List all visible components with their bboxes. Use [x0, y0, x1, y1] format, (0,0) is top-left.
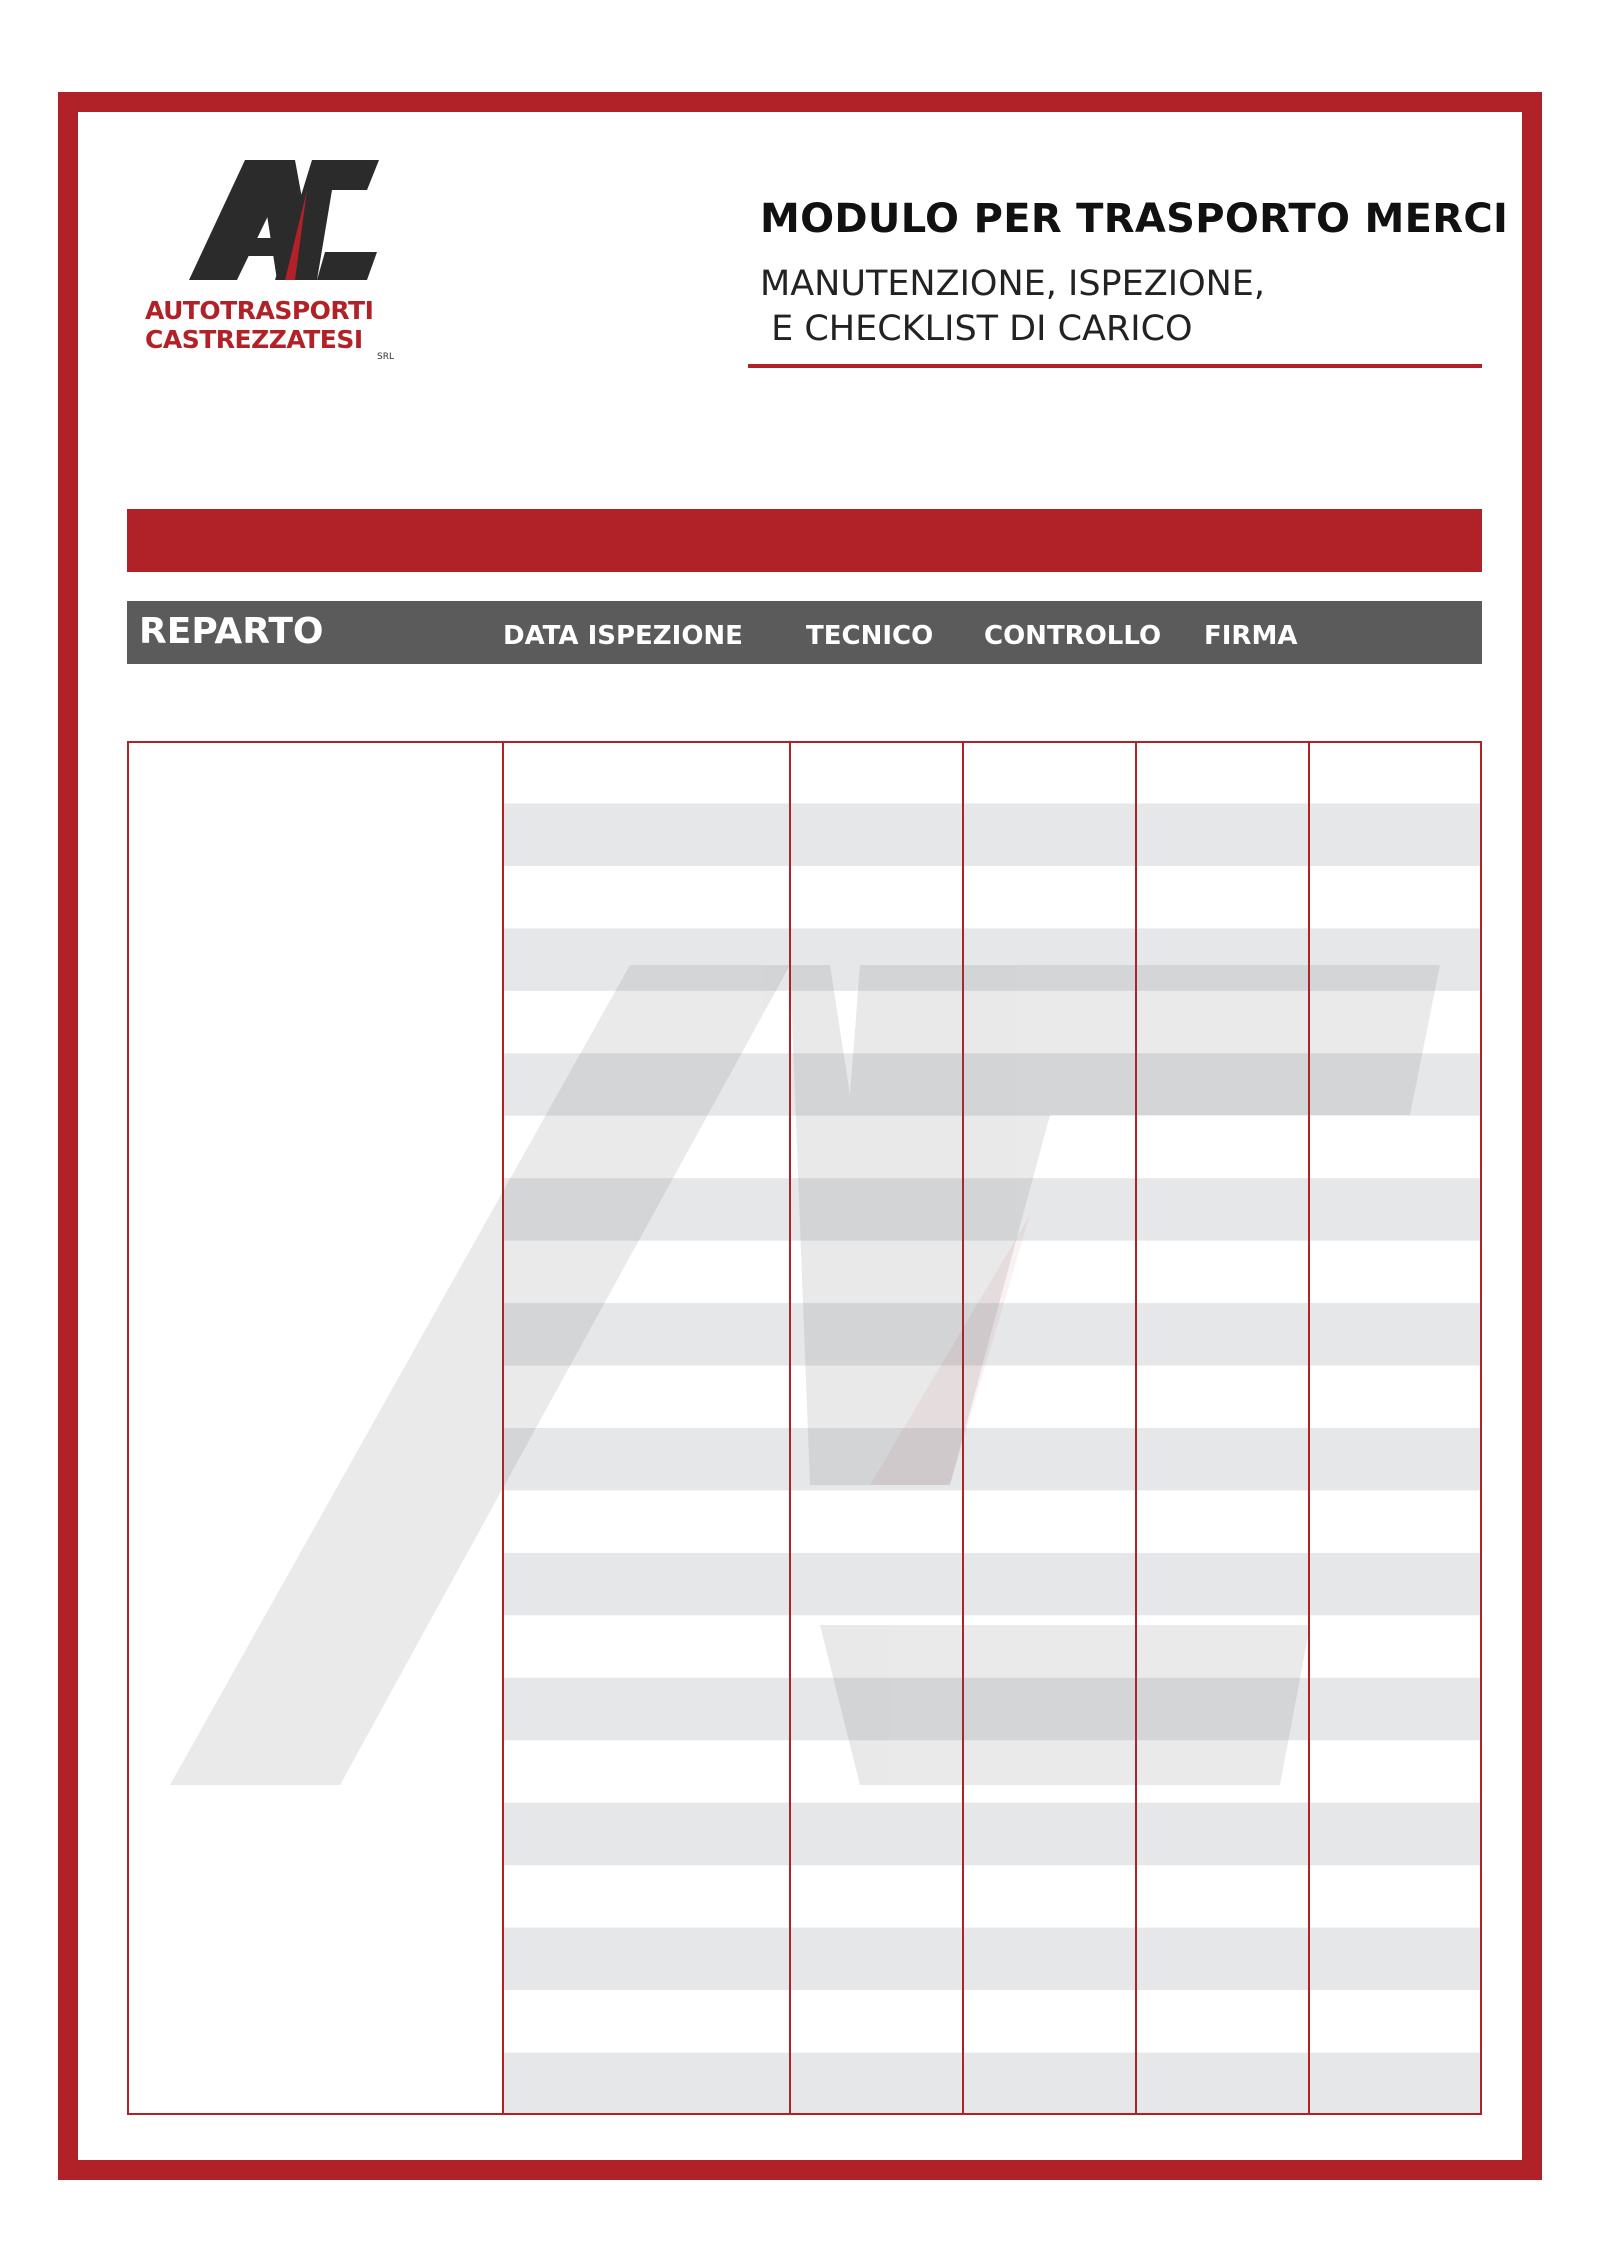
form-title: MODULO PER TRASPORTO MERCI [760, 196, 1509, 242]
table-row [503, 803, 1482, 865]
header-tecnico: TECNICO [806, 621, 934, 651]
company-name [145, 296, 405, 354]
header-reparto: REPARTO [139, 611, 324, 652]
header-firma: FIRMA [1204, 621, 1298, 651]
table-row [503, 1928, 1482, 1990]
header-controllo: CONTROLLO [984, 621, 1162, 651]
company-logo [145, 160, 405, 370]
company-suffix: SRL [377, 352, 394, 362]
table-row [503, 2053, 1482, 2115]
header-data-ispezione: DATA ISPEZIONE [503, 621, 743, 651]
company-name-line2: CASTREZZATESI [145, 325, 363, 354]
company-name-line1: AUTOTRASPORTI [145, 296, 374, 325]
table-header [127, 601, 1482, 664]
table-row [503, 1803, 1482, 1865]
title-underline [748, 364, 1482, 368]
red-band [127, 509, 1482, 572]
watermark-logo [170, 965, 1440, 1785]
form-subtitle: MANUTENZIONE, ISPEZIONE, E CHECKLIST DI CARICO [760, 264, 1266, 349]
ac-logo-mark [167, 160, 507, 285]
